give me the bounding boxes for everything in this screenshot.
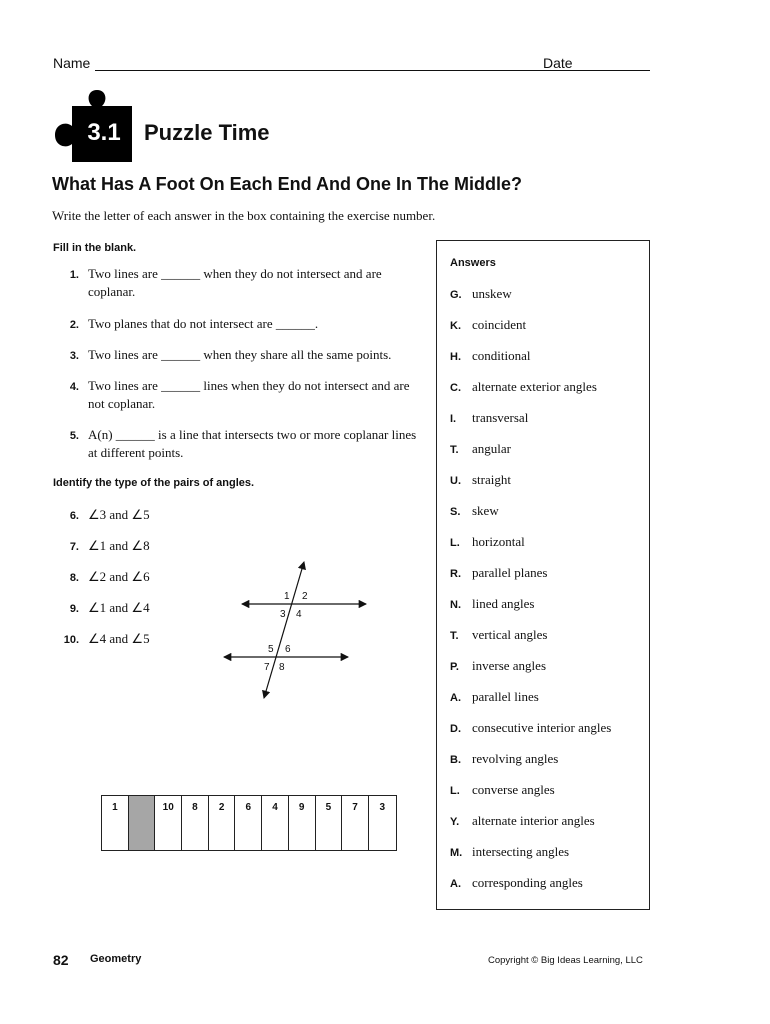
grid-cell[interactable]: 4 <box>262 796 289 850</box>
answer-item <box>450 317 526 333</box>
grid-cell[interactable]: 9 <box>289 796 316 850</box>
grid-cell-shaded <box>129 796 156 850</box>
question-number: 4. <box>69 381 79 393</box>
grid-cell[interactable]: 3 <box>379 802 385 813</box>
question-number: 9. <box>69 603 79 615</box>
answer-letter: M. <box>450 847 463 859</box>
answer-text: parallel lines <box>472 689 539 704</box>
answer-item <box>450 379 597 395</box>
answer-text: vertical angles <box>472 627 548 642</box>
answer-item <box>450 596 534 612</box>
answer-letter: T. <box>450 444 459 456</box>
question-number: 10. <box>63 634 79 646</box>
answer-text: unskew <box>472 286 512 301</box>
answer-item <box>450 720 611 736</box>
angle-label-5: 5 <box>268 644 274 655</box>
answer-text: converse angles <box>472 782 555 797</box>
answer-text: coincident <box>472 317 527 332</box>
answer-text: horizontal <box>472 534 525 549</box>
instructions: Write the letter of each answer in the box containing the exercise number. <box>52 208 436 223</box>
copyright-notice: Copyright © Big Ideas Learning, LLC <box>488 955 643 966</box>
question-number: 3. <box>69 350 79 362</box>
question-number: 7. <box>69 541 79 553</box>
answer-item <box>450 689 539 705</box>
page-title: Puzzle Time <box>144 120 270 145</box>
date-field[interactable] <box>580 70 650 71</box>
answer-letter: S. <box>450 506 461 518</box>
answer-item <box>450 410 528 426</box>
answer-item <box>450 782 555 798</box>
answer-letter: H. <box>450 351 461 363</box>
grid-cell[interactable]: 1 <box>102 796 129 850</box>
question-text: ∠1 and ∠8 <box>88 538 150 553</box>
answer-text: conditional <box>472 348 531 363</box>
answer-item <box>450 565 547 581</box>
answer-letter: B. <box>450 754 461 766</box>
transversal-line <box>264 562 304 698</box>
answer-letter: U. <box>450 475 461 487</box>
answer-letter: R. <box>450 568 461 580</box>
grid-cell[interactable]: 2 <box>209 796 236 850</box>
name-field[interactable] <box>95 70 587 71</box>
question-number: 8. <box>69 572 79 584</box>
answer-letter: G. <box>450 289 462 301</box>
name-date-row <box>53 55 653 75</box>
angle-label-3: 3 <box>280 609 286 620</box>
question-text: Two lines are ______ when they do not intersect and are coplanar. <box>88 266 382 299</box>
answer-letter: I. <box>450 413 457 425</box>
grid-cell[interactable]: 5 <box>316 796 343 850</box>
answer-grid <box>101 795 397 851</box>
answers-heading: Answers <box>450 257 496 269</box>
answer-letter: K. <box>450 320 461 332</box>
date-label: Date <box>543 55 573 71</box>
question-text: ∠3 and ∠5 <box>88 507 150 522</box>
answer-letter: L. <box>450 537 460 549</box>
answer-text: skew <box>472 503 499 518</box>
angle-label-1: 1 <box>284 591 290 602</box>
grid-cell[interactable]: 8 <box>182 796 209 850</box>
identify-section-heading: Identify the type of the pairs of angles. <box>53 477 255 489</box>
question-text: ∠2 and ∠6 <box>88 569 150 584</box>
angle-label-4: 4 <box>296 609 302 620</box>
angle-label-7: 7 <box>264 662 270 673</box>
section-number: 3.1 <box>87 119 121 146</box>
answer-letter: N. <box>450 599 461 611</box>
answer-text: alternate exterior angles <box>472 379 597 394</box>
answer-letter: D. <box>450 723 461 735</box>
answer-text: straight <box>472 472 511 487</box>
answer-item <box>450 813 595 829</box>
answer-item <box>450 534 525 550</box>
answer-text: intersecting angles <box>472 844 570 859</box>
answer-item <box>450 286 512 302</box>
angle-label-2: 2 <box>302 591 308 602</box>
page-number: 82 <box>53 952 69 968</box>
question-text: ∠1 and ∠4 <box>88 600 150 615</box>
answer-text: consecutive interior angles <box>472 720 612 735</box>
question-text: Two planes that do not intersect are ______. <box>88 316 319 331</box>
answer-letter: A. <box>450 878 461 890</box>
answer-text: corresponding angles <box>472 875 583 890</box>
question-number: 1. <box>69 269 79 281</box>
answer-text: lined angles <box>472 596 535 611</box>
answer-letter: T. <box>450 630 459 642</box>
answer-item <box>450 348 531 364</box>
answer-item <box>450 503 499 519</box>
answer-letter: P. <box>450 661 459 673</box>
question-text: Two lines are ______ lines when they do not intersect and are not coplanar. <box>88 378 410 411</box>
answer-item <box>450 658 546 674</box>
answer-text: parallel planes <box>472 565 548 580</box>
answer-letter: Y. <box>450 816 460 828</box>
grid-cell[interactable]: 6 <box>235 796 262 850</box>
answer-text: transversal <box>472 410 529 425</box>
answer-item <box>450 751 558 767</box>
question-text: Two lines are ______ when they share all the same points. <box>88 347 392 362</box>
answer-text: revolving angles <box>472 751 559 766</box>
name-label: Name <box>53 55 91 71</box>
answer-letter: A. <box>450 692 461 704</box>
book-title: Geometry <box>90 953 142 965</box>
riddle-heading: What Has A Foot On Each End And One In The Middle? <box>52 174 522 194</box>
question-text: A(n) ______ is a line that intersects two or more coplanar lines at different points. <box>88 427 417 460</box>
question-number: 5. <box>69 430 79 442</box>
answer-text: angular <box>472 441 511 456</box>
answer-item <box>450 844 569 860</box>
angle-label-6: 6 <box>285 644 291 655</box>
question-text: ∠4 and ∠5 <box>88 631 150 646</box>
answer-text: alternate interior angles <box>472 813 595 828</box>
answer-letter: C. <box>450 382 461 394</box>
question-number: 6. <box>69 510 79 522</box>
question-number: 2. <box>69 319 79 331</box>
answer-text: inverse angles <box>472 658 547 673</box>
answer-letter: L. <box>450 785 460 797</box>
transversal-diagram <box>218 558 378 703</box>
fill-section-heading: Fill in the blank. <box>53 242 137 254</box>
answer-item <box>450 875 583 891</box>
grid-cell[interactable]: 10 <box>155 796 182 850</box>
answer-item <box>450 472 511 488</box>
angle-label-8: 8 <box>279 662 285 673</box>
grid-cell[interactable]: 7 <box>342 796 369 850</box>
answer-item <box>450 627 547 643</box>
answer-item <box>450 441 511 457</box>
